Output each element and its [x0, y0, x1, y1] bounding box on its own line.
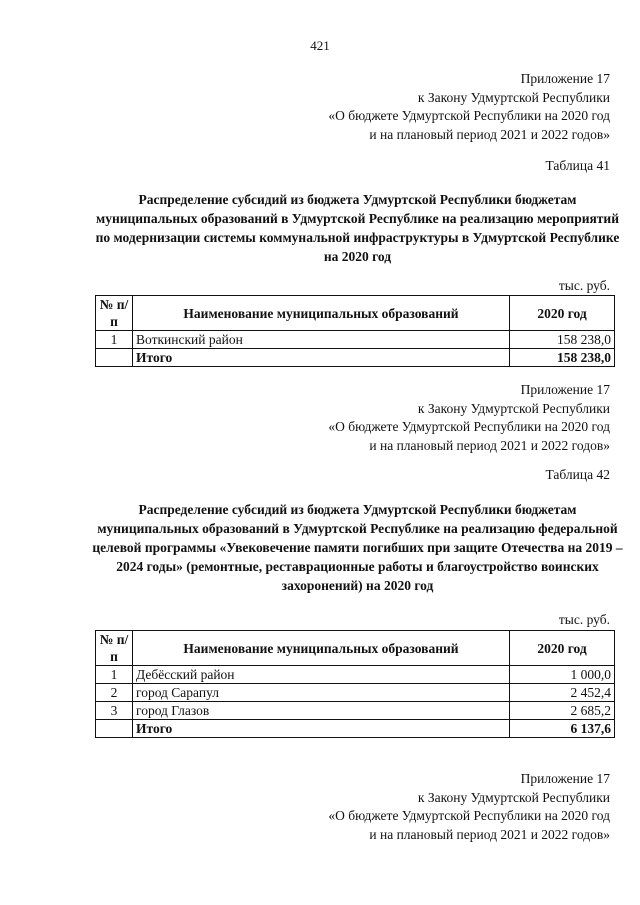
row-num: 2	[96, 684, 133, 702]
total-num	[96, 349, 133, 367]
appendix-line: и на плановый период 2021 и 2022 годов»	[369, 126, 610, 142]
table-row	[96, 702, 615, 720]
table-42	[95, 630, 615, 738]
appendix-line: «О бюджете Удмуртской Республики на 2020 год	[328, 419, 610, 434]
appendix-line: к Закону Удмуртской Республики	[417, 400, 610, 416]
appendix-line: Приложение 17	[520, 771, 610, 786]
table-41-label: Таблица 41	[545, 158, 610, 173]
row-name: Воткинский район	[133, 331, 510, 349]
appendix-line: Приложение 17	[520, 71, 610, 86]
header-year: 2020 год	[510, 296, 615, 331]
table-42-label: Таблица 42	[545, 467, 610, 482]
table-row	[96, 331, 615, 349]
table-header-row	[96, 631, 615, 666]
row-value: 158 238,0	[510, 331, 615, 349]
header-year: 2020 год	[510, 631, 615, 666]
total-value: 6 137,6	[510, 720, 615, 738]
row-num: 3	[96, 702, 133, 720]
header-name: Наименование муниципальных образований	[133, 296, 510, 331]
page-number: 421	[310, 38, 330, 53]
table-42-units: тыс. руб.	[558, 612, 610, 627]
row-value: 1 000,0	[510, 666, 615, 684]
table-row	[96, 666, 615, 684]
header-name: Наименование муниципальных образований	[133, 631, 510, 666]
row-name: город Глазов	[133, 702, 510, 720]
table-42-title: Распределение субсидий из бюджета Удмуртской Республики бюджетам муниципальных образований в Удмуртской Республике на реализацию федеральной целевой программы «Увековечение памяти погибших при защите Отечества на 2019 – 2024 годы» (ремонтные, реставрационные работы и благоустройство воинских захоронений) на 2020 год	[92, 502, 623, 593]
row-value: 2 452,4	[510, 684, 615, 702]
row-name: Дебёсский район	[133, 666, 510, 684]
table-total-row	[96, 349, 615, 367]
total-value: 158 238,0	[510, 349, 615, 367]
appendix-header-1	[328, 70, 610, 144]
total-label: Итого	[133, 349, 510, 367]
row-num: 1	[96, 666, 133, 684]
table-41-title: Распределение субсидий из бюджета Удмуртской Республики бюджетам муниципальных образований в Удмуртской Республике на реализацию мероприятий по модернизации системы коммунальной инфраструктуры в Удмуртской Республике на 2020 год	[95, 192, 620, 264]
appendix-line: и на плановый период 2021 и 2022 годов»	[369, 437, 610, 453]
total-label: Итого	[133, 720, 510, 738]
table-header-row	[96, 296, 615, 331]
appendix-line: Приложение 17	[520, 382, 610, 397]
row-name: город Сарапул	[133, 684, 510, 702]
table-41-units: тыс. руб.	[558, 278, 610, 293]
appendix-line: «О бюджете Удмуртской Республики на 2020 год	[328, 808, 610, 823]
appendix-header-2	[328, 381, 610, 455]
table-row	[96, 684, 615, 702]
table-total-row	[96, 720, 615, 738]
total-num	[96, 720, 133, 738]
appendix-line: к Закону Удмуртской Республики	[417, 789, 610, 805]
appendix-line: к Закону Удмуртской Республики	[417, 89, 610, 105]
appendix-line: и на плановый период 2021 и 2022 годов»	[369, 826, 610, 842]
appendix-line: «О бюджете Удмуртской Республики на 2020 год	[328, 108, 610, 123]
row-value: 2 685,2	[510, 702, 615, 720]
header-num: № п/п	[96, 631, 133, 666]
table-41	[95, 295, 615, 367]
header-num: № п/п	[96, 296, 133, 331]
appendix-header-3	[328, 770, 610, 844]
row-num: 1	[96, 331, 133, 349]
